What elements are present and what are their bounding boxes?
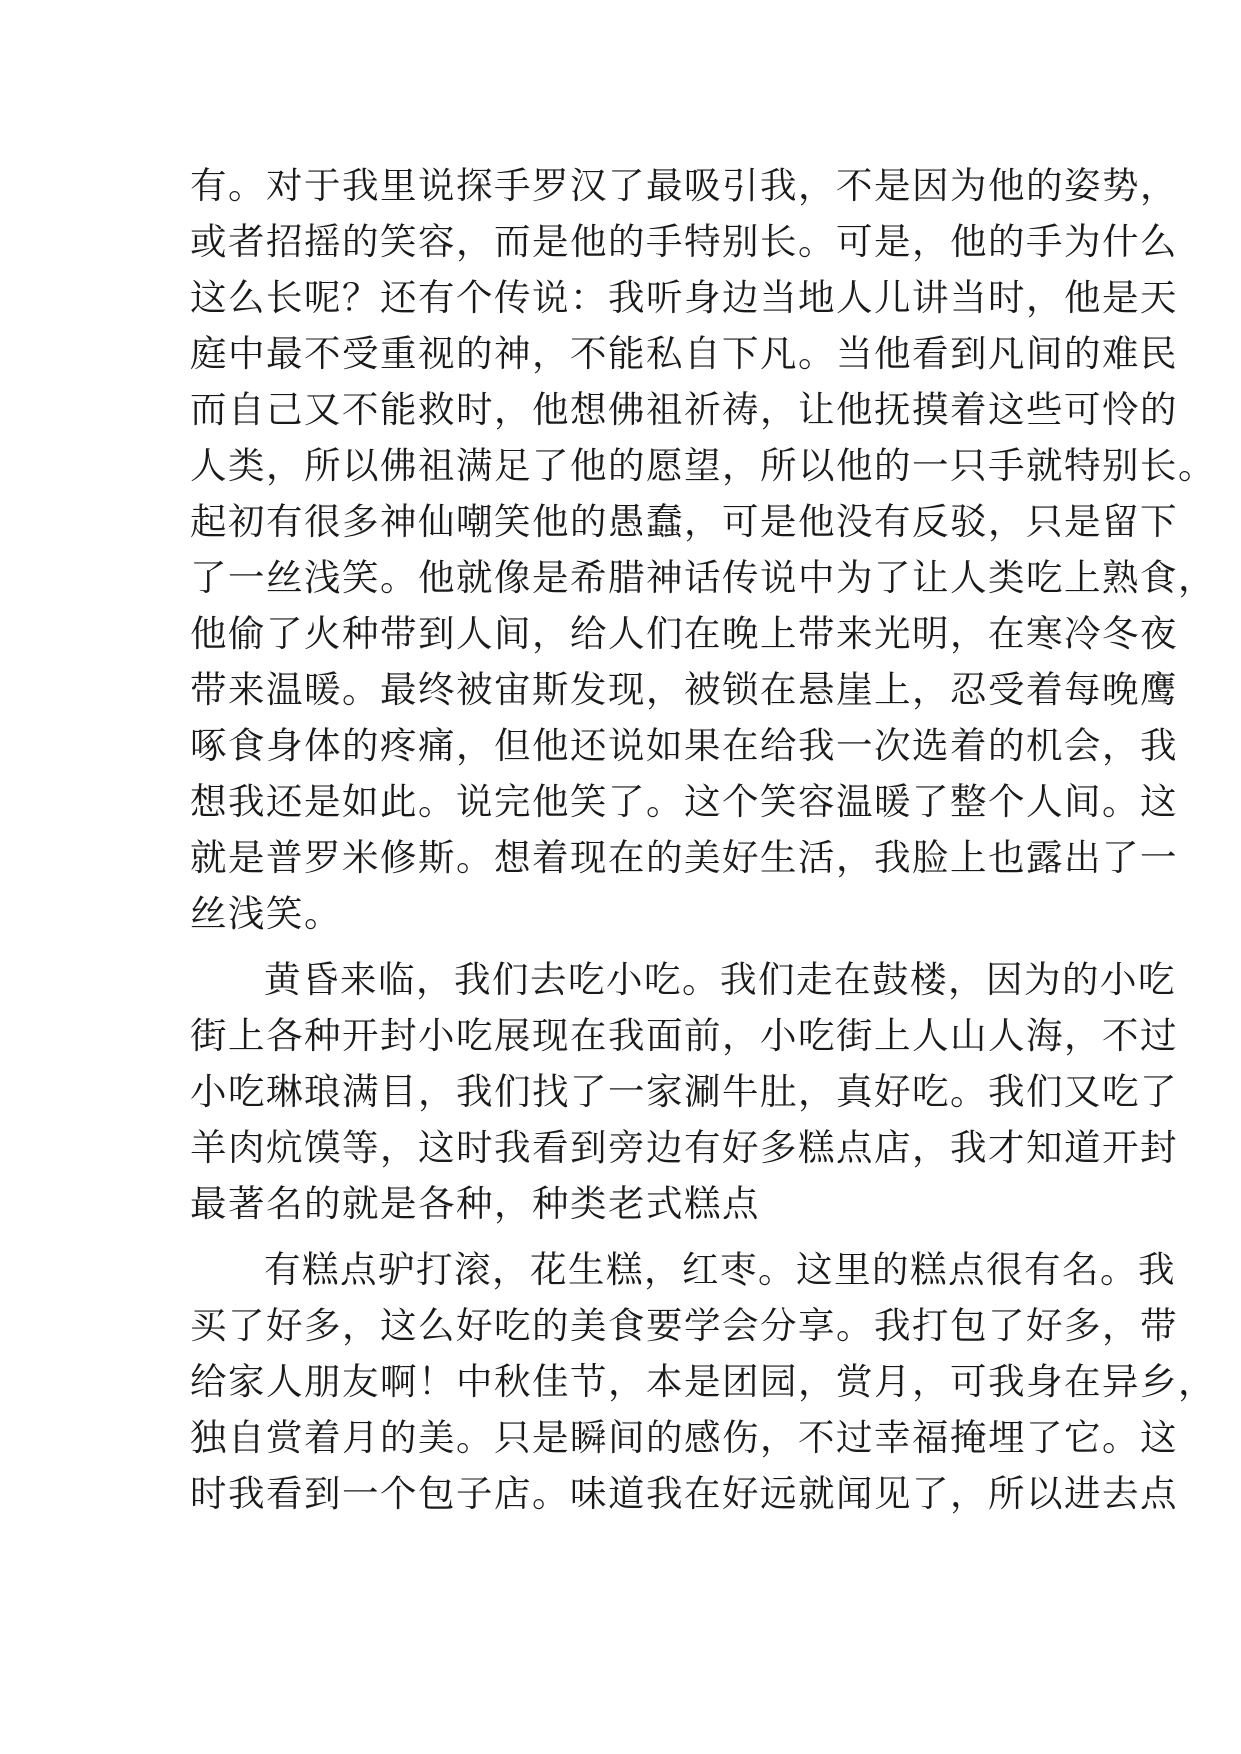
text-line: 羊肉炕馍等，这时我看到旁边有好多糕点店，我才知道开封 <box>190 1126 1178 1169</box>
text-line: 或者招摇的笑容，而是他的手特别长。可是，他的手为什么 <box>190 220 1178 263</box>
text-line: 买了好多，这么好吃的美食要学会分享。我打包了好多，带 <box>190 1304 1178 1347</box>
text-line: 庭中最不受重视的神，不能私自下凡。当他看到凡间的难民 <box>190 332 1178 375</box>
paragraph-spacing <box>190 942 1070 952</box>
paragraph-3 <box>190 1242 1216 1522</box>
text-line: 最著名的就是各种，种类老式糕点 <box>190 1182 760 1225</box>
text-line: 独自赏着月的美。只是瞬间的感伤，不过幸福掩埋了它。这 <box>190 1416 1178 1459</box>
text-line: 小吃琳琅满目，我们找了一家涮牛肚，真好吃。我们又吃了 <box>190 1070 1178 1113</box>
text-line: 起初有很多神仙嘲笑他的愚蠢，可是他没有反驳，只是留下 <box>190 500 1178 543</box>
text-line: 人类，所以佛祖满足了他的愿望，所以他的一只手就特别长。 <box>190 444 1216 487</box>
text-line-indented: 黄昏来临，我们去吃小吃。我们走在鼓楼，因为的小吃 <box>264 958 1176 1001</box>
text-line: 带来温暖。最终被宙斯发现，被锁在悬崖上，忍受着每晚鹰 <box>190 668 1178 711</box>
text-line: 时我看到一个包子店。味道我在好远就闻见了，所以进去点 <box>190 1472 1178 1515</box>
text-line: 想我还是如此。说完他笑了。这个笑容温暖了整个人间。这 <box>190 780 1178 823</box>
text-line: 而自己又不能救时，他想佛祖祈祷，让他抚摸着这些可怜的 <box>190 388 1178 431</box>
text-line-indented: 有糕点驴打滚，花生糕，红枣。这里的糕点很有名。我 <box>264 1248 1176 1291</box>
text-line: 丝浅笑。 <box>190 892 342 935</box>
text-line: 给家人朋友啊！中秋佳节，本是团园，赏月，可我身在异乡， <box>190 1360 1216 1403</box>
document-body <box>190 158 1216 1522</box>
text-line: 街上各种开封小吃展现在我面前，小吃街上人山人海，不过 <box>190 1014 1178 1057</box>
text-line: 就是普罗米修斯。想着现在的美好生活，我脸上也露出了一 <box>190 836 1178 879</box>
text-line: 他偷了火种带到人间，给人们在晚上带来光明，在寒冷冬夜 <box>190 612 1178 655</box>
text-line: 这么长呢？还有个传说：我听身边当地人儿讲当时，他是天 <box>190 276 1178 319</box>
paragraph-spacing <box>190 1232 1070 1242</box>
text-line: 有。对于我里说探手罗汉了最吸引我，不是因为他的姿势， <box>190 164 1178 207</box>
text-line: 啄食身体的疼痛，但他还说如果在给我一次选着的机会，我 <box>190 724 1178 767</box>
paragraph-2 <box>190 952 1178 1232</box>
paragraph-1 <box>190 158 1216 942</box>
text-line: 了一丝浅笑。他就像是希腊神话传说中为了让人类吃上熟食， <box>190 556 1216 599</box>
